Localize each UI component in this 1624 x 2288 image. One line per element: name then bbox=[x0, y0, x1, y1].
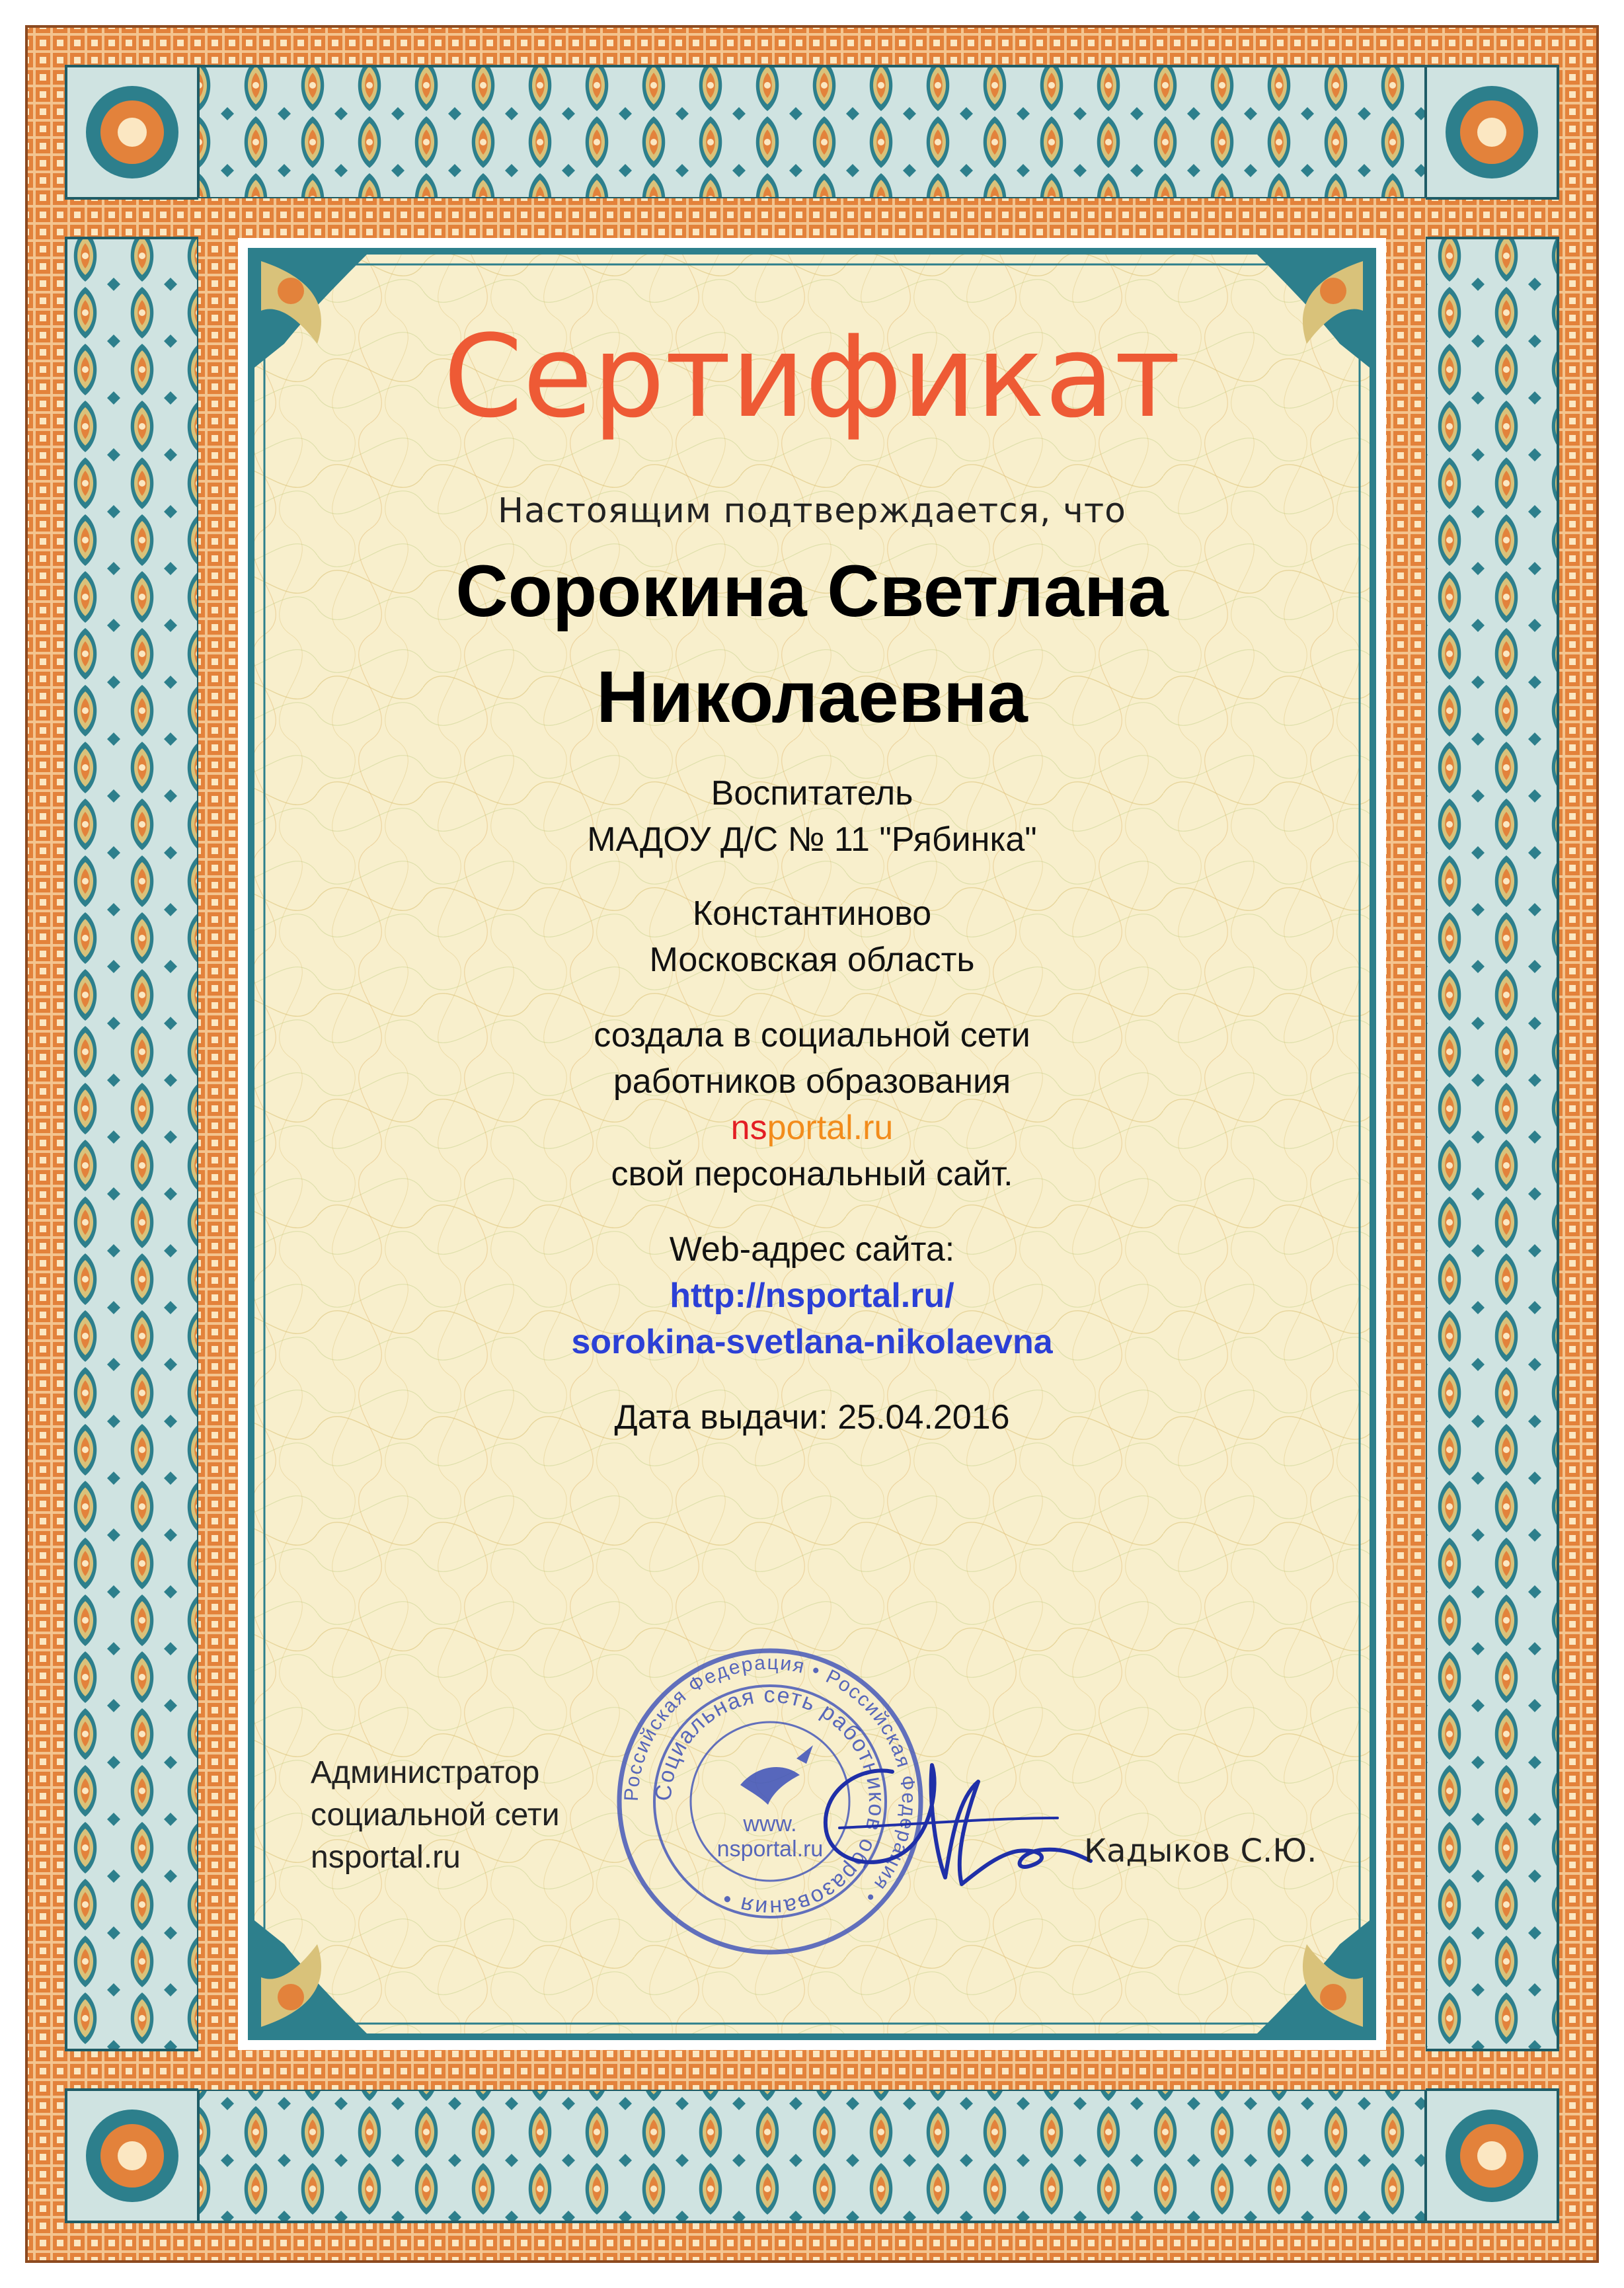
handwritten-signature-icon bbox=[780, 1719, 1097, 1917]
site-url-line1[interactable]: http://nsportal.ru/ bbox=[670, 1277, 954, 1315]
admin-label-line3: nsportal.ru bbox=[311, 1840, 461, 1875]
certificate-title: Сертификат bbox=[443, 310, 1181, 443]
issue-date: Дата выдачи: 25.04.2016 bbox=[614, 1398, 1010, 1437]
web-address-label: Web-адрес сайта: bbox=[669, 1230, 955, 1269]
recipient-name-line1: Сорокина Светлана bbox=[455, 551, 1169, 632]
brand-name-part2: portal.ru bbox=[767, 1109, 894, 1147]
site-url-line2[interactable]: sorokina-svetlana-nikolaevna bbox=[571, 1323, 1053, 1361]
recipient-city: Константиново bbox=[692, 894, 932, 933]
recipient-region: Московская область bbox=[649, 941, 975, 979]
stamp-center-line1: www. bbox=[743, 1811, 797, 1836]
own-site-text: свой персональный сайт. bbox=[611, 1155, 1013, 1193]
stamp-outer-text: Российская Федерация • Российская Федерация • bbox=[620, 1651, 920, 1909]
recipient-position: Воспитатель bbox=[711, 774, 913, 812]
created-text-line1: создала в социальной сети bbox=[594, 1016, 1030, 1054]
recipient-name-line2: Николаевна bbox=[596, 656, 1028, 738]
recipient-organization: МАДОУ Д/С № 11 "Рябинка" bbox=[587, 820, 1037, 859]
brand-name-part1: ns bbox=[730, 1109, 767, 1147]
admin-label-line1: Администратор bbox=[311, 1755, 540, 1790]
stamp-inner-text: Социальная сеть работников образования • bbox=[650, 1682, 890, 1921]
confirmation-intro: Настоящим подтверждается, что bbox=[498, 491, 1126, 531]
admin-label-line2: социальной сети bbox=[311, 1797, 560, 1833]
signer-name: Кадыков С.Ю. bbox=[1084, 1833, 1317, 1870]
stamp-center-line2: nsportal.ru bbox=[716, 1836, 824, 1862]
brand-name bbox=[0, 1107, 1624, 1149]
created-text-line2: работников образования bbox=[613, 1062, 1011, 1101]
